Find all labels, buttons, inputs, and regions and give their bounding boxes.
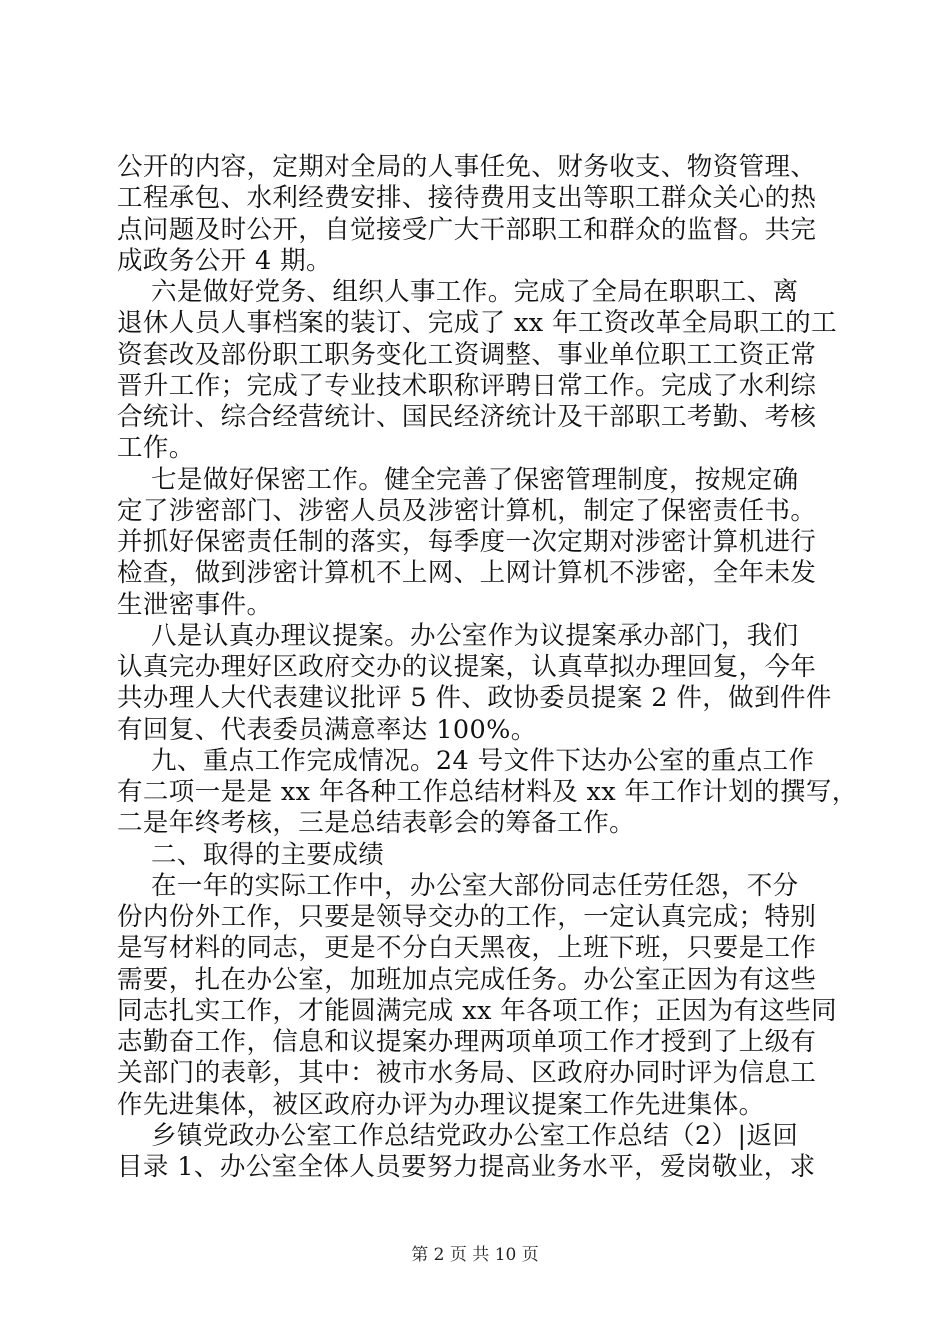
text-line: 有二项一是是 xx 年各种工作总结材料及 xx 年工作计划的撰写， xyxy=(117,777,858,807)
document-body xyxy=(117,152,858,1183)
text-line: 共办理人大代表建议批评 5 件、政协委员提案 2 件，做到件件 xyxy=(117,683,832,714)
text-line: 作先进集体，被区政府办评为办理议提案工作先进集体。 xyxy=(117,1089,765,1120)
text-line: 检查，做到涉密计算机不上网、上网计算机不涉密，全年未发 xyxy=(117,558,817,589)
text-line: 二、取得的主要成绩 xyxy=(117,839,385,870)
text-line: 六是做好党务、组织人事工作。完成了全局在职职工、离 xyxy=(117,277,799,307)
text-line: 定了涉密部门、涉密人员及涉密计算机，制定了保密责任书。 xyxy=(117,495,817,526)
text-line: 成政务公开 4 期。 xyxy=(117,245,332,276)
text-line: 九、重点工作完成情况。24 号文件下达办公室的重点工作 xyxy=(117,745,815,776)
text-line: 点问题及时公开，自觉接受广大干部职工和群众的监督。共完 xyxy=(117,214,817,245)
text-line: 需要，扎在办公室，加班加点完成任务。办公室正因为有这些 xyxy=(117,964,817,995)
text-line: 工程承包、水利经费安排、接待费用支出等职工群众关心的热 xyxy=(117,183,817,214)
text-line: 生泄密事件。 xyxy=(117,589,273,620)
text-line: 公开的内容，定期对全局的人事任免、财务收支、物资管理、 xyxy=(117,152,817,182)
text-line: 是写材料的同志，更是不分白天黑夜，上班下班，只要是工作 xyxy=(117,933,817,964)
text-line: 工作。 xyxy=(117,433,195,464)
text-line: 目录 1、办公室全体人员要努力提高业务水平，爱岗敬业，求 xyxy=(117,1152,816,1182)
text-line: 资套改及部份职工职务变化工资调整、事业单位职工工资正常 xyxy=(117,339,817,370)
text-line: 并抓好保密责任制的落实，每季度一次定期对涉密计算机进行 xyxy=(117,527,817,557)
text-line: 晋升工作；完成了专业技术职称评聘日常工作。完成了水利综 xyxy=(117,370,817,401)
text-line: 同志扎实工作，才能圆满完成 xx 年各项工作；正因为有这些同 xyxy=(117,995,837,1026)
text-line: 八是认真办理议提案。办公室作为议提案承办部门，我们 xyxy=(117,620,799,651)
text-line: 二是年终考核，三是总结表彰会的筹备工作。 xyxy=(117,808,636,839)
text-line: 七是做好保密工作。健全完善了保密管理制度，按规定确 xyxy=(117,464,799,495)
text-line: 认真完办理好区政府交办的议提案，认真草拟办理回复，今年 xyxy=(117,652,817,682)
page-footer: 第 2 页 共 10 页 xyxy=(411,1245,539,1265)
text-line: 合统计、综合经营统计、国民经济统计及干部职工考勤、考核 xyxy=(117,402,817,432)
text-line: 在一年的实际工作中，办公室大部份同志任劳任怨，不分 xyxy=(117,870,799,901)
text-line: 有回复、代表委员满意率达 100%。 xyxy=(117,714,537,745)
text-line: 志勤奋工作，信息和议提案办理两项单项工作才授到了上级有 xyxy=(117,1027,817,1057)
text-line: 乡镇党政办公室工作总结党政办公室工作总结（2）|返回 xyxy=(117,1120,799,1151)
text-line: 退休人员人事档案的装订、完成了 xx 年工资改革全局职工的工 xyxy=(117,308,837,339)
text-line: 关部门的表彰，其中：被市水务局、区政府办同时评为信息工 xyxy=(117,1058,817,1089)
text-line: 份内份外工作，只要是领导交办的工作，一定认真完成；特别 xyxy=(117,902,817,932)
